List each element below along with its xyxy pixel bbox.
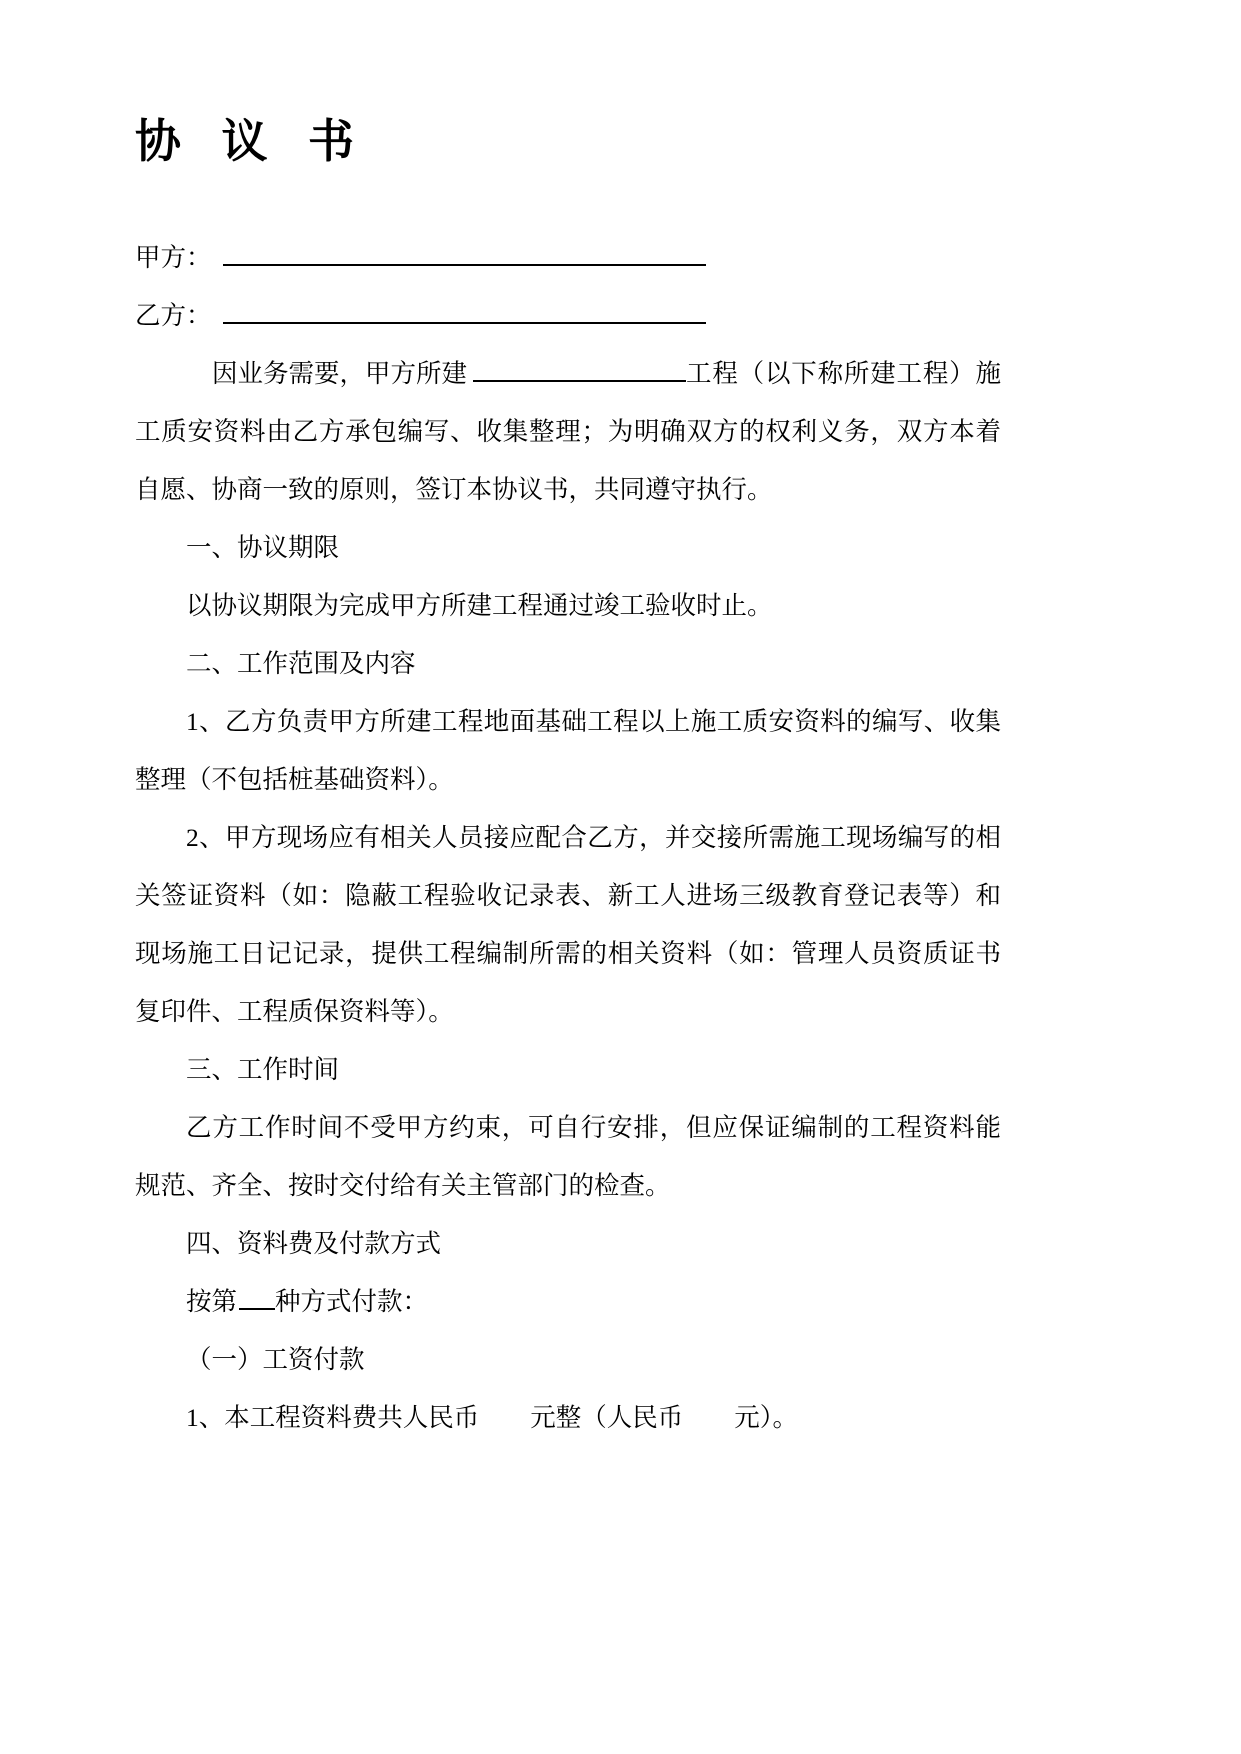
- party-a-line: [135, 229, 1001, 287]
- intro-line-2: 工质安资料由乙方承包编写、收集整理；为明确双方的权利义务，双方本着: [135, 417, 1001, 446]
- scope-item-2-line-4: 复印件、工程质保资料等）。: [135, 997, 454, 1026]
- scope-item-2-line-2: 关签证资料（如：隐蔽工程验收记录表、新工人进场三级教育登记表等）和: [135, 881, 1001, 910]
- section-heading-scope: 二、工作范围及内容: [186, 649, 416, 678]
- party-b-label: 乙方：: [135, 301, 212, 330]
- payment-method-text-before: 按第: [186, 1287, 238, 1316]
- intro-line-3: 自愿、协商一致的原则，签订本协议书，共同遵守执行。: [135, 475, 773, 504]
- intro-text-after-blank: 工程（以下称所建工程）施: [686, 359, 1002, 388]
- fees-item-1: 1、本工程资料费共人民币 元整（人民币 元）。: [186, 1403, 799, 1432]
- party-b-line: [135, 287, 1001, 345]
- intro-text-before-blank: 因业务需要，甲方所建: [212, 359, 468, 388]
- section-term-text: 以协议期限为完成甲方所建工程通过竣工验收时止。: [186, 591, 773, 620]
- scope-item-1-line-2: 整理（不包括桩基础资料）。: [135, 765, 454, 794]
- scope-item-2-line-1: 2、甲方现场应有相关人员接应配合乙方，并交接所需施工现场编写的相: [186, 823, 1001, 852]
- section-heading-work-time: 三、工作时间: [186, 1055, 340, 1084]
- section-heading-fees: 四、资料费及付款方式: [186, 1229, 442, 1258]
- payment-method-line: [135, 1273, 1001, 1331]
- intro-line-1: [135, 345, 1001, 403]
- project-name-blank: [473, 378, 686, 382]
- document-body: [135, 229, 1001, 1447]
- party-b-name-blank: [223, 320, 706, 324]
- work-time-line-1: 乙方工作时间不受甲方约束，可自行安排，但应保证编制的工程资料能: [186, 1113, 1001, 1142]
- scope-item-1-line-1: 1、乙方负责甲方所建工程地面基础工程以上施工质安资料的编写、收集: [186, 707, 1001, 736]
- party-a-name-blank: [223, 262, 706, 266]
- scope-item-2-line-3: 现场施工日记记录，提供工程编制所需的相关资料（如：管理人员资质证书: [135, 939, 1001, 968]
- work-time-line-2: 规范、齐全、按时交付给有关主管部门的检查。: [135, 1171, 671, 1200]
- section-heading-term: 一、协议期限: [186, 533, 340, 562]
- payment-method-text-after: 种方式付款：: [275, 1287, 429, 1316]
- fees-sub-heading: （一）工资付款: [186, 1345, 365, 1374]
- payment-method-number-blank: [239, 1306, 275, 1310]
- party-a-label: 甲方：: [135, 243, 212, 272]
- document-title: 协 议 书: [135, 116, 354, 167]
